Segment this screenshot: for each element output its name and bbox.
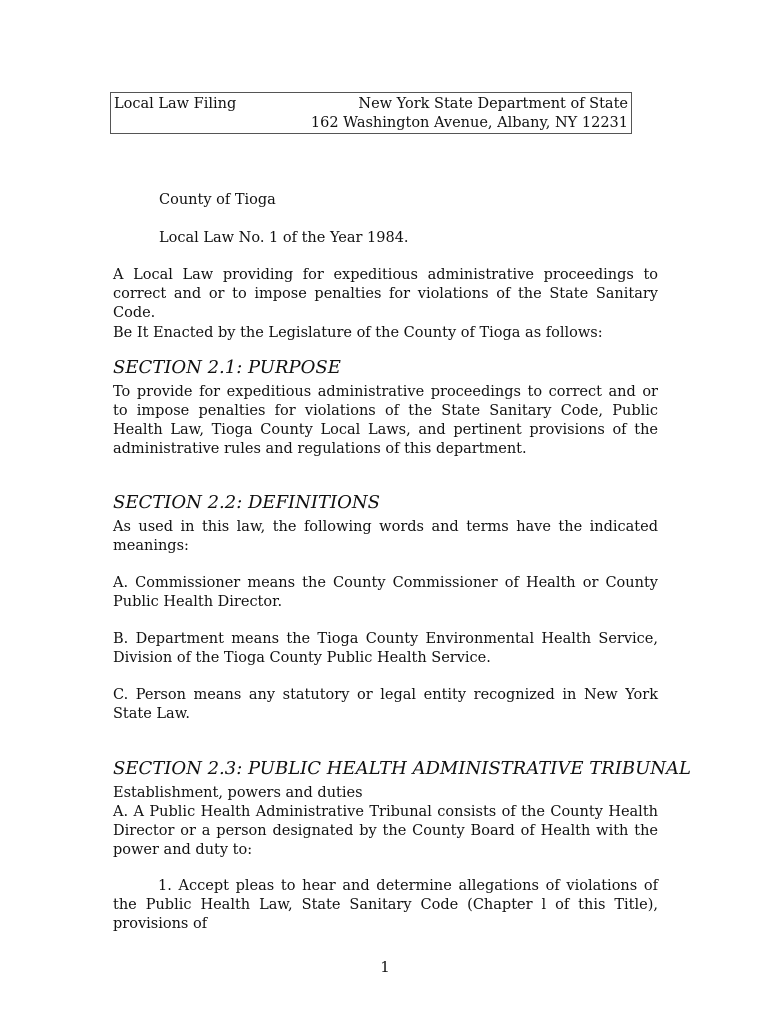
definition-b: B. Department means the Tioga County Environmental Health Service, Division of the Tioga County Public Health Service. bbox=[113, 631, 658, 666]
header-left-label: Local Law Filing bbox=[114, 96, 237, 112]
section-2-3-subheading: Establishment, powers and duties bbox=[113, 785, 363, 801]
header-street-address: 162 Washington Avenue, Albany, NY 12231 bbox=[310, 115, 628, 131]
section-2-2-intro: As used in this law, the following words and terms have the indicated meanings: bbox=[113, 519, 658, 554]
header-department: New York State Department of State bbox=[358, 96, 628, 112]
definition-a: A. Commissioner means the County Commissioner of Health or County Public Health Director. bbox=[113, 575, 658, 610]
section-2-1-body: To provide for expeditious administrative proceedings to correct and or to impose penalties for violations of the State Sanitary Code, Public Health Law, Tioga County Local Laws, and pertinent provisions of the administrative rules and regulations of this department. bbox=[113, 384, 658, 457]
definition-c: C. Person means any statutory or legal entity recognized in New York State Law. bbox=[113, 687, 658, 722]
law-title-paragraph: A Local Law providing for expeditious administrative proceedings to correct and or to impose penalties for violations of the State Sanitary Code. bbox=[113, 267, 658, 321]
page-number: 1 bbox=[380, 958, 390, 976]
enactment-clause: Be It Enacted by the Legislature of the County of Tioga as follows: bbox=[113, 325, 603, 341]
filing-header-box bbox=[110, 92, 632, 134]
header-address bbox=[311, 95, 628, 133]
section-2-3-item-a: A. A Public Health Administrative Tribunal consists of the County Health Director or a person designated by the County Board of Health with the power and duty to: bbox=[113, 804, 658, 858]
local-law-number: Local Law No. 1 of the Year 1984. bbox=[159, 230, 409, 246]
section-2-3-item-1: 1. Accept pleas to hear and determine allegations of violations of the Public Health Law, State Sanitary Code (Chapter l of this Title), provisions of bbox=[113, 878, 658, 932]
section-2-2-heading: SECTION 2.2: DEFINITIONS bbox=[113, 492, 380, 513]
county-name: County of Tioga bbox=[159, 192, 276, 208]
section-2-1-heading: SECTION 2.1: PURPOSE bbox=[113, 357, 341, 378]
section-2-3-heading: SECTION 2.3: PUBLIC HEALTH ADMINISTRATIVE TRIBUNAL bbox=[113, 758, 691, 779]
